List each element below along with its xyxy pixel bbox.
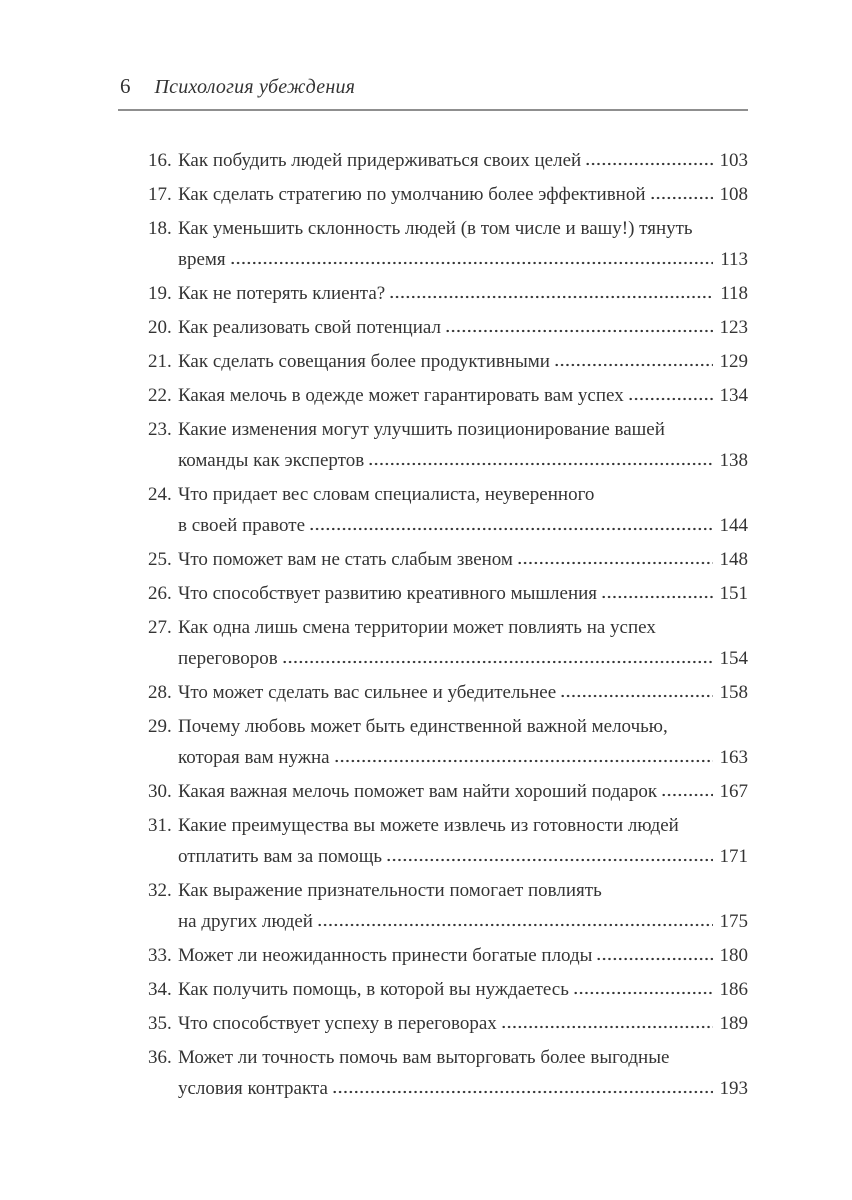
toc-list	[118, 145, 748, 1104]
dot-leader	[554, 362, 713, 367]
toc-entry-number: 26.	[148, 583, 172, 604]
toc-entry-title: Как сделать совещания более продуктивными	[178, 351, 550, 372]
toc-entry-title: команды как экспертов	[178, 450, 365, 471]
toc-entry-number: 24.	[148, 484, 172, 505]
toc-page-number: 193	[719, 1078, 748, 1099]
toc-page-number: 151	[719, 583, 748, 604]
running-title: Психология убеждения	[154, 76, 356, 98]
toc-entry-title: Может ли неожиданность принести богатые плоды	[178, 945, 593, 966]
toc-entry-title: Что способствует успеху в переговорах	[178, 1013, 497, 1034]
toc-entry	[148, 544, 748, 575]
toc-entry-title: Как одна лишь смена территории может повлиять на успех	[178, 617, 656, 638]
dot-leader	[309, 526, 713, 531]
toc-line-first	[148, 974, 748, 1005]
toc-entry-title: Какая важная мелочь поможет вам найти хороший подарок	[178, 781, 658, 802]
toc-entry-title: на других людей	[178, 911, 313, 932]
toc-entry-number: 29.	[148, 716, 172, 737]
toc-line-continuation	[148, 742, 748, 773]
toc-page-number: 189	[719, 1013, 748, 1034]
toc-line-first	[148, 414, 748, 445]
toc-line-first	[148, 213, 748, 244]
dot-leader	[573, 990, 713, 995]
dot-leader	[332, 1089, 713, 1094]
toc-entry	[148, 974, 748, 1005]
toc-entry-number: 18.	[148, 218, 172, 239]
dot-leader	[650, 195, 713, 200]
dot-leader	[282, 659, 713, 664]
toc-entry	[148, 612, 748, 674]
toc-line-continuation	[148, 1073, 748, 1104]
toc-entry-title: Как побудить людей придерживаться своих целей	[178, 150, 582, 171]
toc-page-number: 134	[719, 385, 748, 406]
toc-entry-title: Какие изменения могут улучшить позиционирование вашей	[178, 419, 665, 440]
toc-entry-number: 25.	[148, 549, 172, 570]
dot-leader	[661, 792, 713, 797]
toc-page-number: 123	[719, 317, 748, 338]
toc-entry-title: которая вам нужна	[178, 747, 330, 768]
toc-page-number: 186	[719, 979, 748, 1000]
toc-line-first	[148, 1042, 748, 1073]
toc-entry	[148, 213, 748, 275]
toc-entry	[148, 711, 748, 773]
toc-line-first	[148, 940, 748, 971]
toc-entry-title: Что может сделать вас сильнее и убедительнее	[178, 682, 557, 703]
dot-leader	[601, 594, 713, 599]
toc-line-first	[148, 346, 748, 377]
dot-leader	[334, 758, 713, 763]
toc-page-number: 154	[719, 648, 748, 669]
toc-entry-title: Как выражение признательности помогает повлиять	[178, 880, 602, 901]
toc-page-number: 103	[719, 150, 748, 171]
dot-leader	[445, 328, 713, 333]
dot-leader	[517, 560, 713, 565]
dot-leader	[317, 922, 713, 927]
toc-page-number: 180	[719, 945, 748, 966]
toc-line-continuation	[148, 643, 748, 674]
toc-entry-title: Как получить помощь, в которой вы нуждаетесь	[178, 979, 569, 1000]
toc-page-number: 148	[719, 549, 748, 570]
toc-entry-title: время	[178, 249, 226, 270]
toc-line-continuation	[148, 510, 748, 541]
toc-entry-number: 20.	[148, 317, 172, 338]
toc-entry	[148, 940, 748, 971]
toc-entry	[148, 810, 748, 872]
dot-leader	[230, 260, 713, 265]
toc-page-number: 171	[719, 846, 748, 867]
toc-line-first	[148, 278, 748, 309]
toc-page-number: 158	[719, 682, 748, 703]
toc-entry-title: Какие преимущества вы можете извлечь из готовности людей	[178, 815, 679, 836]
dot-leader	[596, 956, 713, 961]
toc-entry-number: 34.	[148, 979, 172, 1000]
toc-entry-title: в своей правоте	[178, 515, 306, 536]
toc-entry-number: 31.	[148, 815, 172, 836]
toc-entry	[148, 875, 748, 937]
toc-entry-number: 32.	[148, 880, 172, 901]
toc-entry	[148, 677, 748, 708]
dot-leader	[389, 294, 713, 299]
toc-entry	[148, 1008, 748, 1039]
dot-leader	[628, 396, 713, 401]
toc-entry-title: Почему любовь может быть единственной важной мелочью,	[178, 716, 668, 737]
toc-entry	[148, 312, 748, 343]
toc-entry	[148, 346, 748, 377]
toc-page-number: 138	[719, 450, 748, 471]
toc-entry	[148, 278, 748, 309]
toc-entry-number: 28.	[148, 682, 172, 703]
toc-entry	[148, 1042, 748, 1104]
toc-entry-title: условия контракта	[178, 1078, 328, 1099]
toc-entry	[148, 578, 748, 609]
toc-page-number: 129	[719, 351, 748, 372]
toc-line-first	[148, 179, 748, 210]
toc-entry	[148, 145, 748, 176]
toc-entry-number: 16.	[148, 150, 172, 171]
toc-entry	[148, 380, 748, 411]
toc-page-number: 144	[719, 515, 748, 536]
toc-line-first	[148, 145, 748, 176]
toc-entry-title: Как уменьшить склонность людей (в том числе и вашу!) тянуть	[178, 218, 693, 239]
toc-entry-number: 22.	[148, 385, 172, 406]
toc-entry-number: 35.	[148, 1013, 172, 1034]
toc-line-first	[148, 810, 748, 841]
toc-entry-title: переговоров	[178, 648, 278, 669]
toc-entry	[148, 414, 748, 476]
toc-page-number: 167	[719, 781, 748, 802]
toc-page-number: 118	[720, 283, 748, 304]
toc-line-first	[148, 612, 748, 643]
page-header	[118, 74, 748, 111]
toc-entry-title: Как не потерять клиента?	[178, 283, 386, 304]
toc-entry-title: Что поможет вам не стать слабым звеном	[178, 549, 513, 570]
toc-entry-title: Что способствует развитию креативного мышления	[178, 583, 598, 604]
toc-entry-number: 21.	[148, 351, 172, 372]
toc-page-number: 175	[719, 911, 748, 932]
toc-entry-number: 23.	[148, 419, 172, 440]
folio-page-number: 6	[120, 74, 131, 98]
toc-line-first	[148, 677, 748, 708]
toc-line-first	[148, 1008, 748, 1039]
toc-entry-number: 36.	[148, 1047, 172, 1068]
toc-entry-number: 27.	[148, 617, 172, 638]
toc-entry	[148, 179, 748, 210]
toc-line-first	[148, 875, 748, 906]
dot-leader	[560, 693, 713, 698]
toc-entry-title: Что придает вес словам специалиста, неуверенного	[178, 484, 595, 505]
toc-entry-title: Какая мелочь в одежде может гарантировать вам успех	[178, 385, 624, 406]
dot-leader	[585, 161, 713, 166]
toc-page-number: 113	[720, 249, 748, 270]
toc-entry-number: 30.	[148, 781, 172, 802]
toc-line-first	[148, 380, 748, 411]
toc-entry-number: 19.	[148, 283, 172, 304]
toc-page-number: 108	[719, 184, 748, 205]
toc-entry	[148, 776, 748, 807]
toc-entry-title: Может ли точность помочь вам выторговать более выгодные	[178, 1047, 670, 1068]
toc-entry-number: 17.	[148, 184, 172, 205]
toc-line-first	[148, 312, 748, 343]
toc-line-first	[148, 544, 748, 575]
toc-entry-title: Как сделать стратегию по умолчанию более эффективной	[178, 184, 646, 205]
toc-line-first	[148, 479, 748, 510]
toc-entry-title: Как реализовать свой потенциал	[178, 317, 441, 338]
toc-page-number: 163	[719, 747, 748, 768]
toc-line-continuation	[148, 244, 748, 275]
toc-line-continuation	[148, 445, 748, 476]
toc-entry-title: отплатить вам за помощь	[178, 846, 383, 867]
toc-line-continuation	[148, 841, 748, 872]
dot-leader	[368, 461, 713, 466]
dot-leader	[386, 857, 713, 862]
toc-line-first	[148, 776, 748, 807]
toc-entry-number: 33.	[148, 945, 172, 966]
toc-line-continuation	[148, 906, 748, 937]
dot-leader	[501, 1024, 713, 1029]
toc-line-first	[148, 578, 748, 609]
toc-entry	[148, 479, 748, 541]
toc-line-first	[148, 711, 748, 742]
